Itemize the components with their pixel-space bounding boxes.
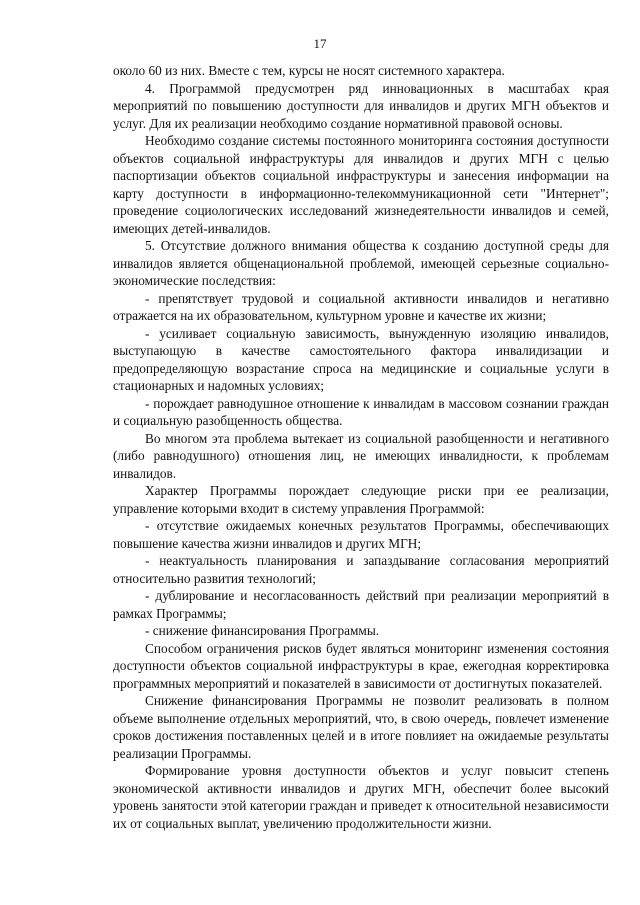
paragraph: - неактуальность планирования и запаздывание согласования мероприятий относительно развития технологий; [113,553,609,586]
paragraph: - отсутствие ожидаемых конечных результатов Программы, обеспечивающих повышение качества жизни инвалидов и других МГН; [113,518,609,551]
body-text [113,62,609,832]
paragraph: 4. Программой предусмотрен ряд инновационных в масштабах края мероприятий по повышению доступности для инвалидов и других МГН объектов и услуг. Для их реализации необходимо создание нормативной правовой основы. [113,80,609,131]
paragraph: - усиливает социальную зависимость, вынужденную изоляцию инвалидов, выступающую в качестве самостоятельного фактора инвалидизации и предопределяющую возрастание спроса на медицинские и социальные услуги в стационарных и надомных условиях; [113,325,609,393]
paragraph: - снижение финансирования Программы. [145,623,380,638]
paragraph: Необходимо создание системы постоянного мониторинга состояния доступности объектов социальной инфраструктуры для инвалидов и других МГН с целью паспортизации объектов социальной инфраструктуры и занесения информации на карту доступности в информационно-телекоммуникационной сети "Интернет"; проведение социологических исследований жизнедеятельности инвалидов и семей, имеющих детей-инвалидов. [113,133,609,236]
page-number: 17 [313,36,327,51]
paragraph: Способом ограничения рисков будет являться мониторинг изменения состояния доступности объектов социальной инфраструктуры в крае, ежегодная корректировка программных мероприятий и показателей в зависимости от достигнутых показателей. [113,640,609,691]
paragraph: Характер Программы порождает следующие риски при ее реализации, управление которыми входит в систему управления Программой: [113,483,609,516]
paragraph: - дублирование и несогласованность действий при реализации мероприятий в рамках Программы; [113,588,609,621]
paragraph: Формирование уровня доступности объектов и услуг повысит степень экономической активности инвалидов и других МГН, обеспечит более высокий уровень занятости этой категории граждан и приведет к относительной независимости их от социальных выплат, увеличению продолжительности жизни. [113,763,609,831]
paragraph: Снижение финансирования Программы не позволит реализовать в полном объеме выполнение отдельных мероприятий, что, в свою очередь, повлечет изменение сроков достижения поставленных целей и в итоге повлияет на ожидаемые результаты реализации Программы. [113,693,609,761]
paragraph: 5. Отсутствие должного внимания общества к созданию доступной среды для инвалидов является общенациональной проблемой, имеющей серьезные социально-экономические последствия: [113,238,609,288]
paragraph: около 60 из них. Вместе с тем, курсы не носят системного характера. [113,63,505,78]
paragraph: - порождает равнодушное отношение к инвалидам в массовом сознании граждан и социальную разобщенность общества. [113,395,609,428]
paragraph: Во многом эта проблема вытекает из социальной разобщенности и негативного (либо равнодушного) отношения лиц, не имеющих инвалидности, к проблемам инвалидов. [113,430,609,481]
paragraph: - препятствует трудовой и социальной активности инвалидов и негативно отражается на их образовательном, культурном уровне и качестве их жизни; [113,290,609,323]
